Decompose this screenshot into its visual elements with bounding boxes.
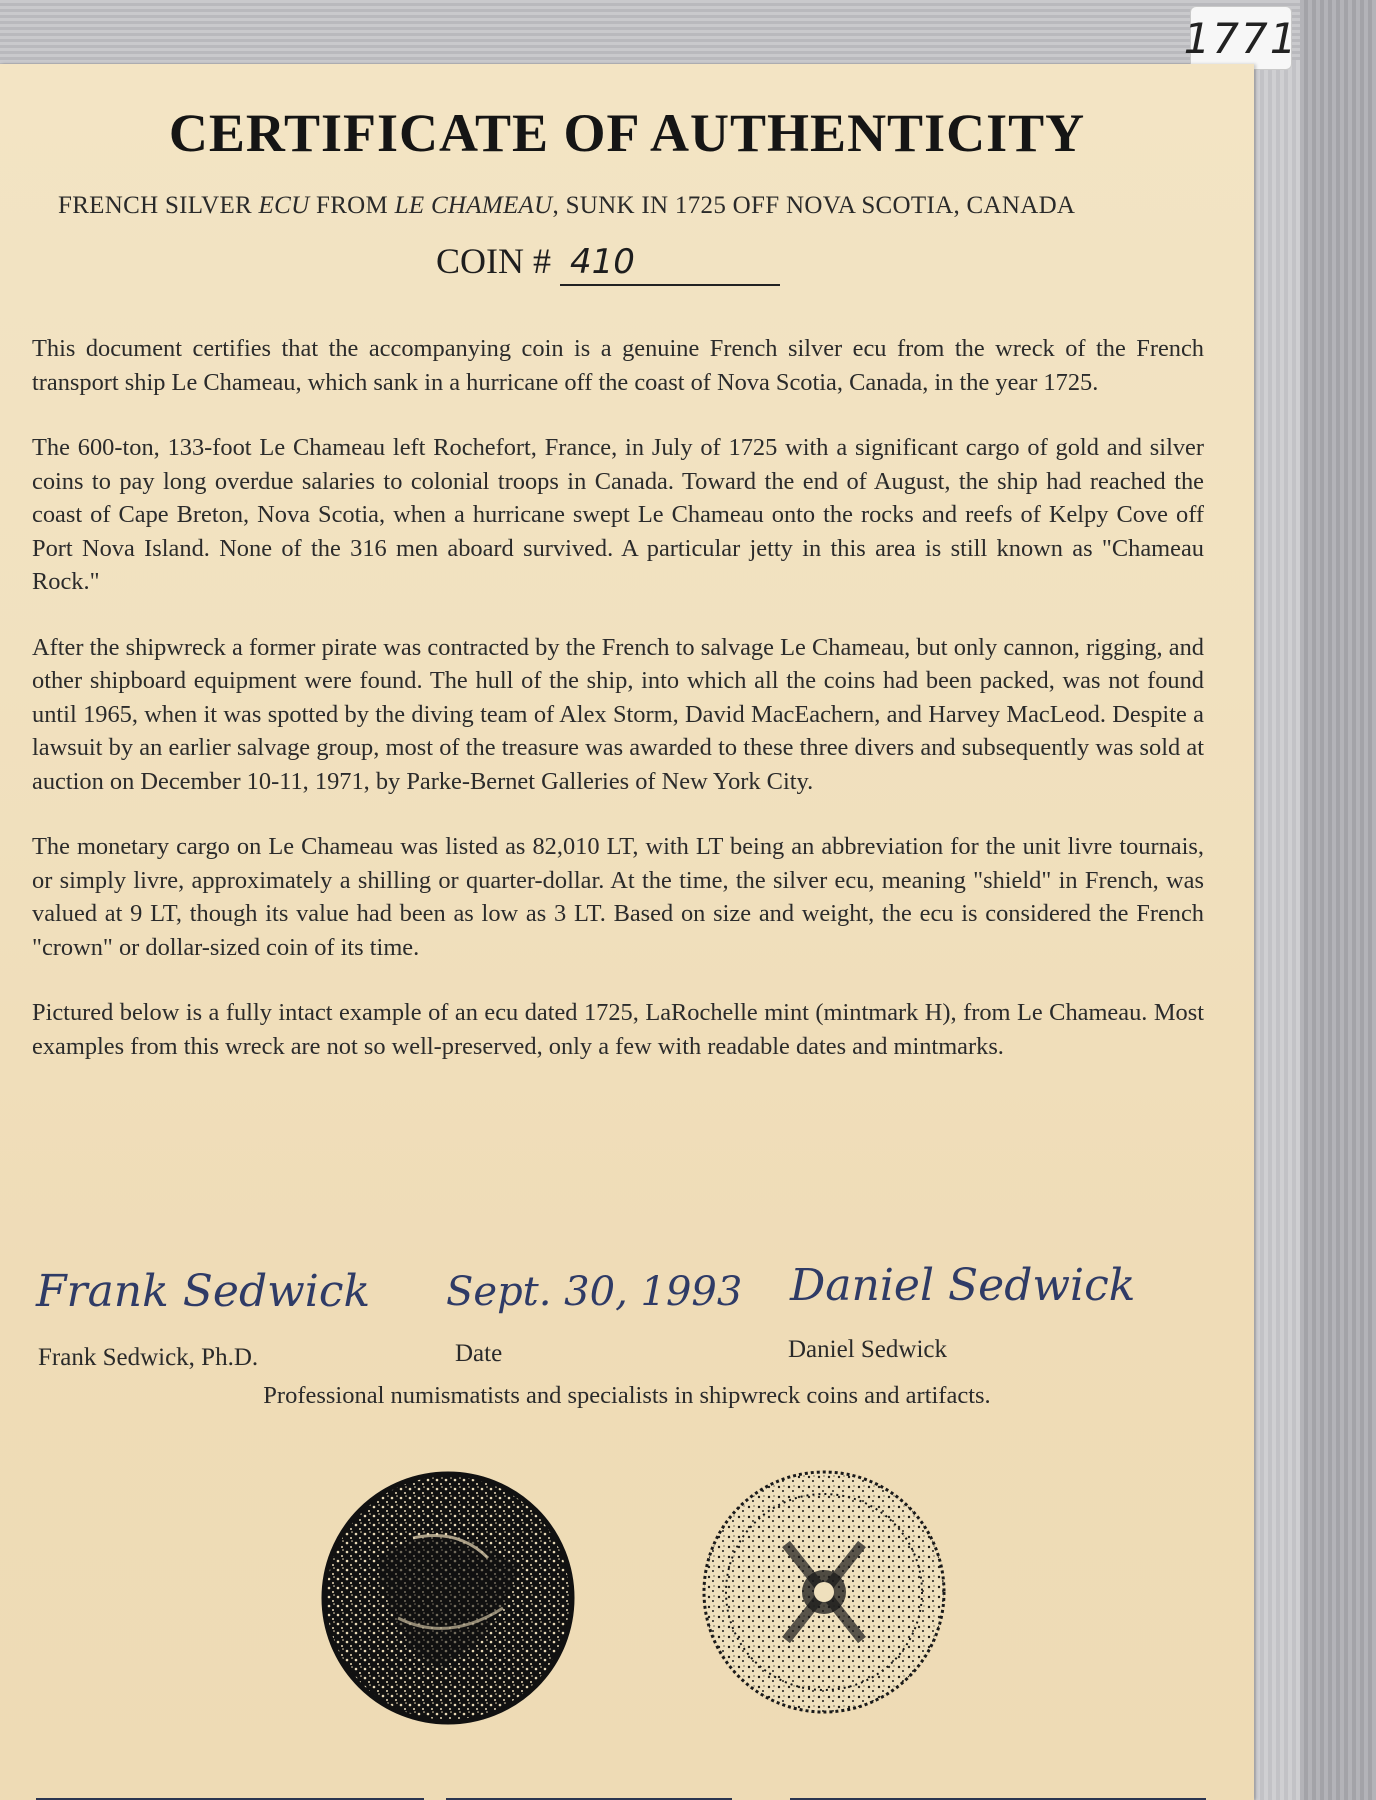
coin-obverse-image [318,1468,578,1728]
subtitle-part: , SUNK IN 1725 OFF NOVA SCOTIA, CANADA [552,192,1076,219]
tagline: Professional numismatists and specialists in shipwreck coins and artifacts. [263,1382,991,1409]
paragraph-pictured: Pictured below is a fully intact example of an ecu dated 1725, LaRochelle mint (mintmark H), from Le Chameau. Most examples from this wreck are not so well-preserved, only a few with readable dates and mintmarks. [32,999,1204,1060]
paragraph-intro: This document certifies that the accompanying coin is a genuine French silver ecu from the wreck of the French transport ship Le Chameau, which sank in a hurricane off the coast of Nova Scotia, Canada, in the year 1725. [32,335,1204,396]
folder-tab-label: 1771 [1190,6,1292,70]
certificate-body [32,332,1204,1095]
signature-label-frank: Frank Sedwick, Ph.D. [38,1344,259,1371]
subtitle-part: FRENCH SILVER [58,192,259,219]
subtitle-part: ECU [258,192,310,219]
certificate-title: CERTIFICATE OF AUTHENTICITY [168,103,1086,163]
paragraph-salvage: After the shipwreck a former pirate was contracted by the French to salvage Le Chameau, but only cannon, rigging, and other shipboard equipment were found. The hull of the ship, into which all the coins had been packed, was not found until 1965, when it was spotted by the diving team of Alex Storm, David MacEachern, and Harvey MacLeod. Despite a lawsuit by an earlier salvage group, most of the treasure was awarded to these three divers and subsequently was sold at auction on December 10-11, 1971, by Parke-Bernet Galleries of New York City. [32,633,1204,795]
binder-edge [1300,0,1376,1800]
signature-label-date: Date [455,1340,503,1367]
certificate-subtitle [58,192,1178,220]
coin-number-label: COIN # [436,241,551,281]
coin-number-line [436,240,780,286]
paragraph-monetary: The monetary cargo on Le Chameau was listed as 82,010 LT, with LT being an abbreviation for the unit livre tournais, or simply livre, approximately a shilling or quarter-dollar. At the time, the silver ecu, meaning "shield" in French, was valued at 9 LT, though its value had been as low as 3 LT. Based on size and weight, the ecu is considered the French "crown" or dollar-sized coin of its time. [32,833,1204,961]
signature-date: Sept. 30, 1993 [446,1262,732,1800]
coin-reverse-image [696,1464,952,1720]
certificate-page [0,64,1254,1800]
signature-label-daniel: Daniel Sedwick [788,1336,947,1363]
subtitle-part: FROM [309,192,395,219]
paragraph-history: The 600-ton, 133-foot Le Chameau left Rochefort, France, in July of 1725 with a significant cargo of gold and silver coins to pay long overdue salaries to colonial troops in Canada. Toward the end of August, the ship had reached the coast of Cape Breton, Nova Scotia, when a hurricane swept Le Chameau onto the rocks and reefs of Kelpy Cove off Port Nova Island. None of the 316 men aboard survived. A particular jetty in this area is still known as "Chameau Rock." [32,434,1204,595]
signature-frank-sedwick: Frank Sedwick [36,1262,424,1800]
subtitle-part: LE CHAMEAU [394,192,553,219]
coin-number-value: 410 [560,242,780,286]
signature-daniel-sedwick: Daniel Sedwick [790,1256,1206,1800]
